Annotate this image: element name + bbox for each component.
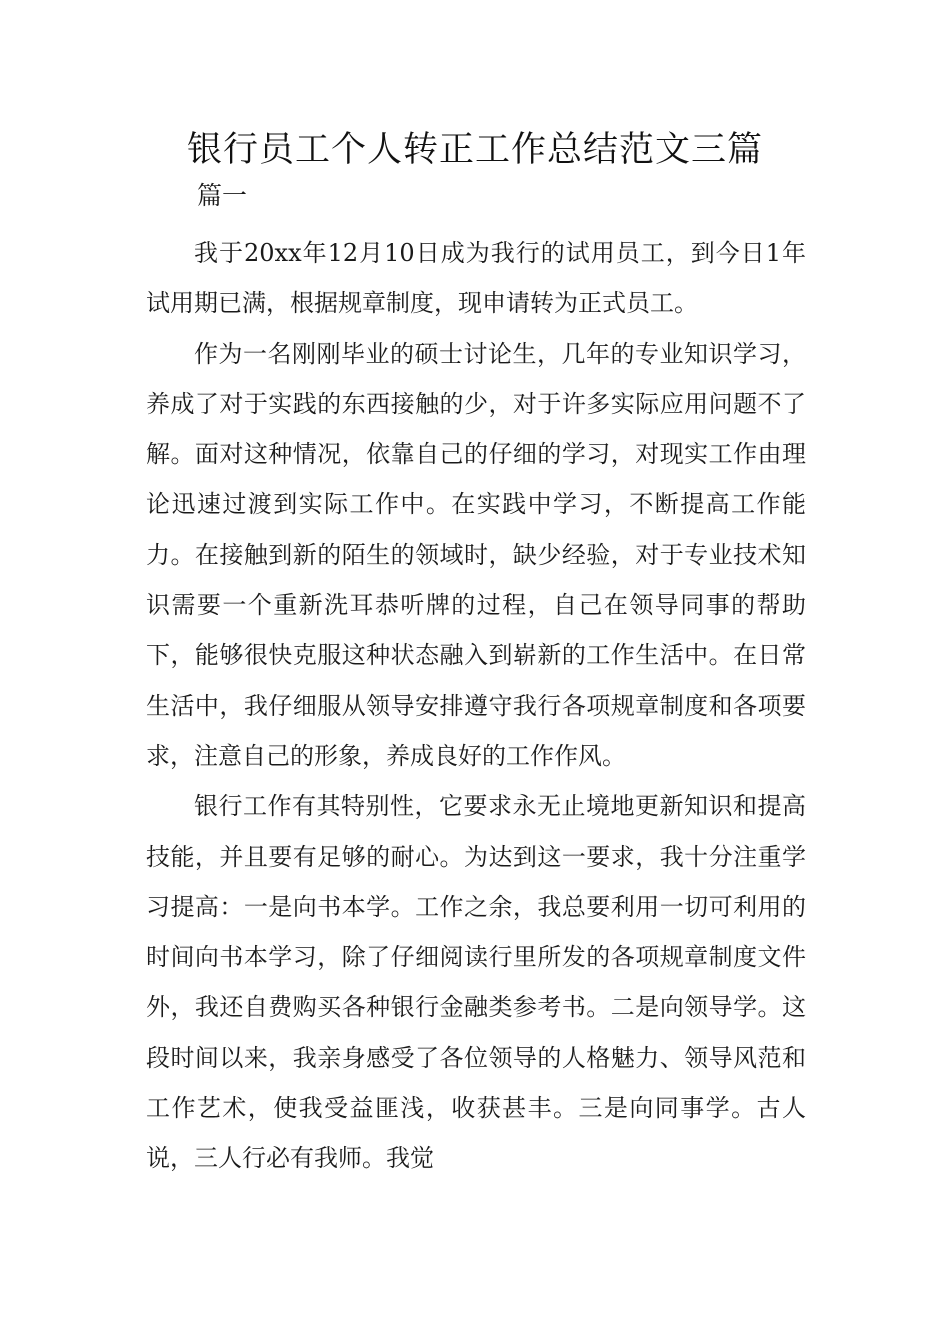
paragraph-1: 我于20xx年12月10日成为我行的试用员工，到今日1年试用期已满，根据规章制度，现申请转为正式员工。: [146, 239, 806, 318]
paragraph-3: 银行工作有其特别性，它要求永无止境地更新知识和提高技能，并且要有足够的耐心。为达到这一要求，我十分注重学习提高：一是向书本学。工作之余，我总要利用一切可利用的时间向书本学习，除了仔细阅读行里所发的各项规章制度文件外，我还自费购买各种银行金融类参考书。二是向领导学。这段时间以来，我亲身感受了各位领导的人格魅力、领导风范和工作艺术，使我受益匪浅，收获甚丰。三是向同事学。古人说，三人行必有我师。我觉: [146, 792, 806, 1173]
paragraph-2: 作为一名刚刚毕业的硕士讨论生，几年的专业知识学习，养成了对于实践的东西接触的少，对于许多实际应用问题不了解。面对这种情况，依靠自己的仔细的学习，对现实工作由理论迅速过渡到实际工作中。在实践中学习，不断提高工作能力。在接触到新的陌生的领域时，缺少经验，对于专业技术知识需要一个重新洗耳恭听牌的过程，自己在领导同事的帮助下，能够很快克服这种状态融入到崭新的工作生活中。在日常生活中，我仔细服从领导安排遵守我行各项规章制度和各项要求，注意自己的形象，养成良好的工作作风。: [146, 339, 806, 770]
section-heading: 篇一: [197, 181, 248, 210]
document-body: [146, 228, 806, 1184]
document-title: 银行员工个人转正工作总结范文三篇: [186, 130, 763, 170]
